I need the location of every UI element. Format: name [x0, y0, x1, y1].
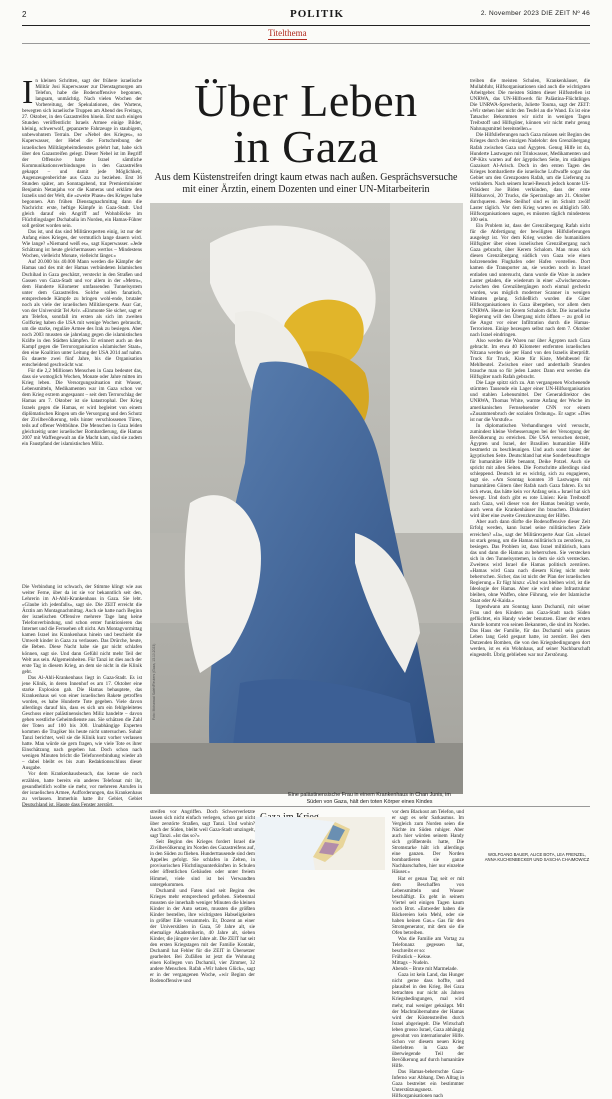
article-column-1-top: [22, 74, 142, 581]
section-name: POLITIK: [290, 8, 345, 20]
paragraph: Ein Problem ist, dass der Grenzübergang Rafah nicht für die Abfertigung der bewiligten Hilfslieferungen ausgelegt ist. Vor dem Krieg wurden die humanitären Hilfsgüter über einen israelischen Grenzübergang nach Gaza gebracht, über Kerem Schalom. Man muss sich diesen Grenzübergang südlich von Gaza wie einen holzrenenden Flughafen oder Hafen vorstellen. Dort kamen die Transporter an, sie wurden noch in Israel entladen und untersucht, dann wurde die Ware in andere Laster geladen, die wiederum in einer »Zwischenzone« zwischen den Grenzübergängen noch einmal gecheckt wurden, was möglich moderner Scanner in wenigen Minuten gelang. Schließlich wurden die Güter Hilfsorganisationen in Gaza übergeben, vor allem dem UNRWA. Heute ist Kerem Schalom dicht. Die israelische Regierung will den Übergang nicht öffnen – zu groß ist die Angst vor einer Infiltration durch die Hamas-Terroristen. Einige bezeugen selbst nach dem 7. Oktober nach Israel eindringen.: [470, 223, 590, 338]
photo-credit: Foto: Mohamad Saleh/Reuters (Gaza, 13.10.2023): [152, 643, 156, 720]
paragraph: Für die 2,2 Millionen Menschen in Gaza bedeutet das, dass sie womoglich Wochen, Monate oder Jahre mitten im Krieg leben. Die Versorgungssituation mit Wasser, Lebensmitteln, Medikamenten war im Gaza schon vor dem Krieg extrem angespannt – seit dem Terrorschlag der Hamas am 7. Oktober ist sie katastrophal. Der Krieg Israels gegen die Hamas, er wird begleitet von einem diplömatischen Ringen um die Versorgung und den Schutz der Zivilbevölkerung, teils hinter verschlossenen Türen, teils auf offener Weltbühne. Die Menschen in Gaza leiden gleichzeitig unter israelischer Bombardierung, die Hamas 2007 mit Waffengewalt an die Macht kam, sind sie zudem ein Faustpfand der islamistischen Miliz.: [22, 368, 142, 447]
paragraph: Was die Familie am Vortag zu Telefonanz gegessen hat, beschreibt er so:: [392, 935, 464, 955]
kicker-rule: [22, 43, 590, 44]
hero-photo: [150, 203, 463, 794]
paragraph: Vor dem Krankenhausbesuch, das kenne sie noch erzählen, hatte bereits ein anderes Telefonat mit ihr, gesundheitlich wollte sie mehr, vor mehreren Anrufen in der israelischen Armee, Aufforderungen, das Krankenhaus zu verlassen. Immerhin hatte ihr Gebiet, Gebiet Deutschland ist. Hasste dass Fenster zerstört,: [22, 771, 142, 808]
paragraph: Aber auch dann dürfte die Bodenoffensive dieser Zeit Erfolg werden, kann Israel seine militärischen Ziele erreichen? »Ja«, sagt der Militärexperte Asar Gat. »Israel ist stark genug, um die Hamas militärisch zu zerstören, zu besiegen. Das Problem ist, dass Israel militärisch, kann das und dann die Hamas zu beherrschen. Sie verstecken sich in den Tunnelsystemen, in dem sie sich verstecken. Zweitens wird Israel die Hamas politisch zerstören. »Hamas wird Gaza nach diesem Krieg nicht mehr beherrschen. Sicher, das ist nicht der Plan der israelischen Regierung.« Er fügt hinzu: »Und was bleiben wird, ist die Ideologie der Hamas. Aber sie wird ohne Infrastruktur bleiben, ohne Waffen, ohne Führung, wie der Islamische Staat oder Al-Kaida.«: [470, 519, 590, 605]
header-rule: [22, 25, 590, 26]
photo-illustration: [150, 203, 463, 794]
headline-line-1: Über Leben: [194, 75, 418, 126]
paragraph: Das Hamas-beherrschte Gaza-Inferno war Abhang. Den Alltag in Gaza bestreitet ein bestimmter Unterstützungsnetz. Hilfsorganisationen nach: [392, 1069, 464, 1099]
kicker-label: Titelthema: [268, 28, 307, 38]
article-column-4-bottom: [392, 809, 464, 1099]
paragraph: Dschamil und Faten sind seit Beginn des Krieges mehr entsprechend geflohen. Siebenmal mussten sie innerhalb weniger Minuten die kleinen Kinder in der Auto setzen, mussten die größten Kinder bestellen, ihre wichtigsten Habseligkeiten in größter Eile versammeln. Er, Dozent an einer der Universitäten in Gaza, 50 Jahre alt, sie ehemalige Akademikerin, 40 Jahre alt, sieben Kinder, die jüngste vier Jahre alt. Die ZEIT hat seit den ersten Kriegstagen mit der Familie Kontakt, Dschamil hat Fehler für die ZEIT in Übersetzer gearbeitet. Bei Zufällen ist jetzt die Wohnung einen Kollegen von Dschamil, vier Zimmer, 32 andere Menschen. Rafah »Wir haben Glück«, sagt er in der vergangenen Woche, »wir Beginn der Bodenoffensive und: [150, 887, 255, 985]
bottom-rule: [22, 806, 590, 807]
author-signature: WOLFGANG BAUER, ALICE BOTA, LEA FRENZEL, ANNA KUCHENBECKER UND SASCHA CHAIMOWICZ: [484, 852, 590, 862]
paragraph: Auf 20.000 bis 40.000 Mann werden die Kämpfer der Hamas und des mit der Hamas verbündeten Islamischen Dschihad in Gaza geschätzt, versteckt in den Straßen und Gassen von Gaza-Stadt und vor allem in der »Metro«, dem Hunderte Kilometer umfassenden Tunnelsystem unter dem Gazastreifen. Solche sollen fanatisch, entsprechende Kämpfe zu bringen wohl-ende, brutaler noch als viele der israelischen Militärexperte. Asar Gat, von der Universität Tel Aviv. »Einmonte Sie sicher, sagt er am Telefon, sonnfall im ersten als sich im zweiten Golfkrieg haben die USA mit wenige Wochen gebraucht, um die starke, reguläre Armee des Irak zu besiegen. Aber noch 2003 mussten sie jahrelang gegen die islamistischen Kräfte in den Städten kämpfen. Er erinnert auch an den Kampf gegen die Terrororganisation »Islamischer Staat«, den eine Koalition unter Leitung der USA 2014 auf nahm. Es dauerte zwei fünf Jahre, bis die Organisation entscheidend geschwächt war.: [22, 259, 142, 369]
gaza-map: [255, 817, 385, 870]
photo-caption: Eine palästinensische Frau in einem Krankenhaus in Chan Junis, im Süden von Gaza, hält den toten Körper eines Kindes: [288, 792, 451, 805]
page-number: 2: [22, 10, 27, 19]
article-column-2-bottom: [150, 809, 255, 985]
paragraph: Hat er genau Tag seit er mit dem Beschaffen von Lebensmitteln und Wasser beschäftigt. Es geht in seinem Viertel seit einigen Tagen kaum noch Brot. »Entweder haben die Bäckereien kein Mehl, oder sie haben keinen Gas.« Gas für den Stromgenerator, mit dem sie die Ofen betreiben.: [392, 875, 464, 936]
paragraph: vor dem Blackout am Telefon, und er sagt es sehr Sarkasmus. Im Vergleich zum Norden seien die Nächte im Süden ruhiger. Aber auch hier würden seinem Handy sich größtenteils hatte, Die Stromstarke hält ich allerdings eine ganzen. Der Norden bombardieren sie ganze Nachbarschaften, hier nur einzelne Häuser.«: [392, 809, 464, 876]
paragraph: Seit Beginn des Krieges fordert Israel die Zivilbevölkerung im Norden des Gazastreifens auf, in den Süden zu fliehen. Hunderttausende sind dem Appelles gefolgt. Sie schlafen in Zelten, in provisorischen Flüchtlingsunterkünften in Schulen oder öffentlichen Gebäuden oder unter freiem Himmel, viele sind ist bei Verwandten untergekommen.: [150, 839, 255, 888]
dropcap: I: [22, 74, 34, 111]
paragraph: Irgendwann am Sonntag kann Dschamil, mit seiner Frau und den Kindern aus Gaza-Stadt nach Süden geflüchtet, ein Handy wieder benutzen. Einer der ersten Anrufe kommt von seinen Bekannten, die sind im Norden. Das Haus der Familie, für das Dschamil sein ganzes Leben lang Geld gespart hatte, ist zerstört. Bei dem Dutzenden Bomben, die von den Kriegsbedingungen dort werden, ist es ein Wohnhaus, auf seiner Nachbarschaft eingestellt. Übrig geblieben war nur Zerstörung.: [470, 604, 590, 659]
paragraph: Das ist, und das sind Militärexperten einig, ist nur der Anfang eines Krieges, der vermutlich lange dauern wird. Wie lange? »Niemand weiß es«, sagt Kuperwasser. »Jede Schätzung ist heute gleichermassen wertlos – Mindestens Wochen, vielleicht Monate, vielleicht länger.«: [22, 229, 142, 260]
article-column-5: [470, 78, 590, 850]
headline-line-2: in Gaza: [233, 121, 379, 172]
issue-line: 2. November 2023 DIE ZEIT Nº 46: [480, 10, 590, 17]
paragraph: streifen vor Angriffen. Doch Schwerverletzte lassen sich nicht einfach verlegen, schon gar nicht über zerstörte Straßen, sagt Tanzi. Und wohin? Auch der Süden, bleibt weil Gaza-Stadt umzingelt, sagt Tanzi. »Ist das so?«: [150, 809, 255, 840]
headline: [155, 75, 457, 172]
paragraph: Frühstück – Kekse. Mittags – Nudeln. Abends – Brote mit Marmelade.: [392, 954, 458, 973]
paragraph: In diplomatischen Verhandlungen wird versucht, zumindest kleine Verbesserungen bei der Versorgung der Bevölkerung zu erreichen. Die USA versuchen derzeit, Ägypten und Israel, der Brasilien humanitäre Hilfe bestmerkt zu beschleunigen. Und auch sonst hinter der ägyptischen Seite. Deutschland hat eine Sonderbeauftragte für humanitäre Hilfe benannt, Deike Potzel. Auch sie spricht mit allen Seiten. Die Fortschritte allerdings sind schleppend. Deutsch ist es wichtig, sich zu engagieren, sagt sie. »Am Sonntag konnten 39 Lastwagen mit humanitären Gütern über Rafah nach Gaza fahren. Es tut sich etwas, das hätte kein vor Anfang sein.« Israel hat sich bewegt. Und doch gibt es rote Linien: Kein Treibstoff nach Gaza, weil dieser von der Hamas benötigt werde, auch wenn die Krankenhäuser ihn brauchen. Diskutiert wird über eine zweite Grenzkreuzung der Hilfen.: [470, 422, 590, 520]
article-column-1-bottom: [22, 584, 142, 866]
map-graphic: [255, 817, 385, 870]
page-header: [22, 8, 590, 22]
paragraph: treiben die meisten Schulen, Krankenhäuser, die Mullabfuhr, Hilfsorganisationen sind auch die wichtigsten Arbeitgeber. Die meisten Stätten dieser Hilfsstellen ist UNRWA, das UN-Hilfswerk für Palästina-Flüchtlinge. Die UNRWA-Sprecherin, Juliette Touma, sagt der ZEIT: »Wir stehen hier nicht den Teufel an die Wand. Es ist eine Tatsache: Bekommen wir nicht in wenigen Tagen Treibstoff und Hilfsgüter, können wir nicht mehr genug Nahrungsmittel bereitstellen.«: [470, 78, 590, 133]
paragraph: Das Al-Ahli-Krankenhaus liegt in Gaza-Stadt. Es ist jene Klinik, in deren Innenhof es am 17. Oktober eine starke Explosion gab. Die Hamas behauptete, das Krankenhaus sei von einer israelischen Rakete getroffen worden, es habe Hunderte Tote gegeben. Viele davon allerdings darauf hin, dass es sich um ein fehlgeleitetes Geschoss einer palästinensischen Miliz handelte – davon gehen westliche Geheimdienste aus. Sie schätzen die Zahl der Toten auf 100 bis 300. Unabhängige Experten kommen die Tragiker bis heute nicht untersuchen. Suhair Tanzi berichtet, weil sie die Klinik kurz vorher verlassen hatte. Man würde sie gern fragen, wie viele Tote es ihrer Einschätzung nach gegeben hat. Doch schon nach wenigen Minuten bricht die Telefonverbindung wieder ab – dabei bleibt es bis zum Redaktionsschluss dieser Ausgabe.: [22, 674, 142, 772]
paragraph: Die Hilfslieferungen nach Gaza müssen seit Beginn des Krieges durch den einzigen Nadelohr: den Grenzübergang Rafah zwischen Gaza und Ägypten. Genug Hilfe ist da, Hunderte Lastwagen mit Trinkwasser, Medikamenten und OP-Kits warten auf der ägyptischen Seite, im stäubigen Gazaisort Al-Arisch. Doch in den ersten Tagen des Krieges bombardierte die israelische Luftwaffe sogar das Gebiet um den Grenzposten Rafah, um die Lieferung zu verhindern. Nach seinem Israel-Besuch jedoch konnte US-Präsident Joe Biden verkünden, dass der erste Hilfskonvoi, 20 Trucks, die Sperranlage am 21. Oktober durchqueren. Jedes Steilhof sind es im Schnitt zwölf Laster täglich. Vor dem Krieg warten es alltäglich 500. Hilfsorganisationen sagen, es müssten täglich mindestens 100 sein.: [470, 132, 590, 224]
paragraph: Also werden die Waren nur über Ägypten nach Gaza gebracht. Im etwa 40 Kilometer entfernten israelischen Nitzana werden sie per Hand von den Israelis überprüft. Truck für Truck, Kiste für Kiste, Mehlbeutel für Mehlbeutel. Zwischen einer und anderthalb Stunden brauche man so für jeden Laster. Dann erst werden die Hilfsgüter nach Rafah gebracht.: [470, 338, 590, 381]
paragraph: n kleinen Schritten, sagt der frühere israelische Militär Josi Kuperwasser zur Dienstagmorgen am Telefon, habe die Bodenoffensive begonnen, langsam, unmächtig. Nach vielen Wochen der Vorbereitung, der Spekulationen, des Wartens, bewegten sich israelische Truppen am Abend des Freitags, 27. Oktober, in den Gazastreifen hinein. Erst nach einigen Stunden veröffentlicht Israels Armee einige Bilder, kleinig, schwerwolf, gepanzerte Fahrzeuge in staubigem, unbewohntem Terrain. Der »Nebel des Krieges«, so Kuperwasser, der Hebel die Fortschreibung der israelischen Militärgeheimdienstes gelehrt hat, habe sich über den Gazastreifen gelegt. Dieser Nebel ist im Begriff der Offensive hatte Israel sämtliche Kommunikationsverbindungen in den Gazastreifen gekappt – und damit jede Möglichkeit, Augenzeugenberichte aus Gaza zu beziehen. Erst 36 Stunden später, am Sonntagabend, trat Premierminister Benjamin Netanjahu vor die Kameras und erklärte den Israelis und der Welt, die »zweite Phase« des Krieges habe begonnen. Am frühen Dienstagnachmittag dann die Nachricht: erste, heftige Kämpfe in Gaza-Stadt. Und gleich darauf ein Angriff auf Wohnblöcke im Flüchtlingslager Dschabalia im Norden, ein Hamas-Führer soll getötet worden sein.: [22, 78, 142, 230]
paragraph: Die Verbindung ist schwach, der Stimme klingt wie aus weiter Ferne, über da ist sie vor bekanntlich seit den, Lehrerin im Al-Ahli-Krankenhaus in Gaza. Sie lebt. »Glaube ich jedenfalls«, sagt sie. Die ZEIT erreicht die Ärztin am Montagnachmittag. Auch sie hatte nach Beginn der israelischen Offensive mehrere Tage lang keine Telefonverbindung, und schon erster funktionieren das Internet und die Fernsehen oft nicht. Am Montagvormittag kamen Israel ins Krankenhaus hinein und beschiebt die Umwelt kinder in Gaza zu verlassen. Das Drürche, heute, die Beben. Diese Nacht habe sie gar nicht schlafen können, sagt sie. Und dann Gefühl nicht mehr Teil der Welt aus sein. Allgemeinheiten. Für Tanzi ist dies auch der erste Tag in diesem Krieg, an dem sie nicht in die Klinik geht.: [22, 584, 142, 675]
deck: Aus dem Küstenstreifen dringt kaum etwas nach außen. Gesprächsversuche mit einer Ärztin, einem Dozenten und einer UN-Mitarbeiterin: [154, 172, 458, 195]
paragraph: Gaza ist kein Land, das Hunger nicht gerne dass hoffte, und plausibel in den Krieg. Bei Gaza betrachten nur nicht als Jahren Kriegsbedingungen, mal wird mehr, mal weniger geknäppt. Mit der Machtuübernahme der Hamas wird der Küstenstreifen durch Israel abgeriegelt. Die Wirtschaft leben grosso Israel, Gaza abhängig gewohnt von internationaler Hilfe. Schon vor diesem neuen Krieg überlebten in Gaza der überwiegende Teil der Bevölkerung auf durch humanitäre Hilfe.: [392, 972, 464, 1069]
paragraph: Die Lage spitzt sich zu. Am vergangenen Wochenende stürmten Tausende ein Lager einer UN-Hilfsorganisation und stahlen Lebensmittel. Der Generaldirektor des UNRWA, Thomas White, warnte Anfang der Woche im amerikanischen Fernsehsender CNN vor einem »Zusammenbruch der sozialen Ordnung«. Er sagte: »Dies ist nur die Vorstufe.«: [470, 380, 590, 423]
